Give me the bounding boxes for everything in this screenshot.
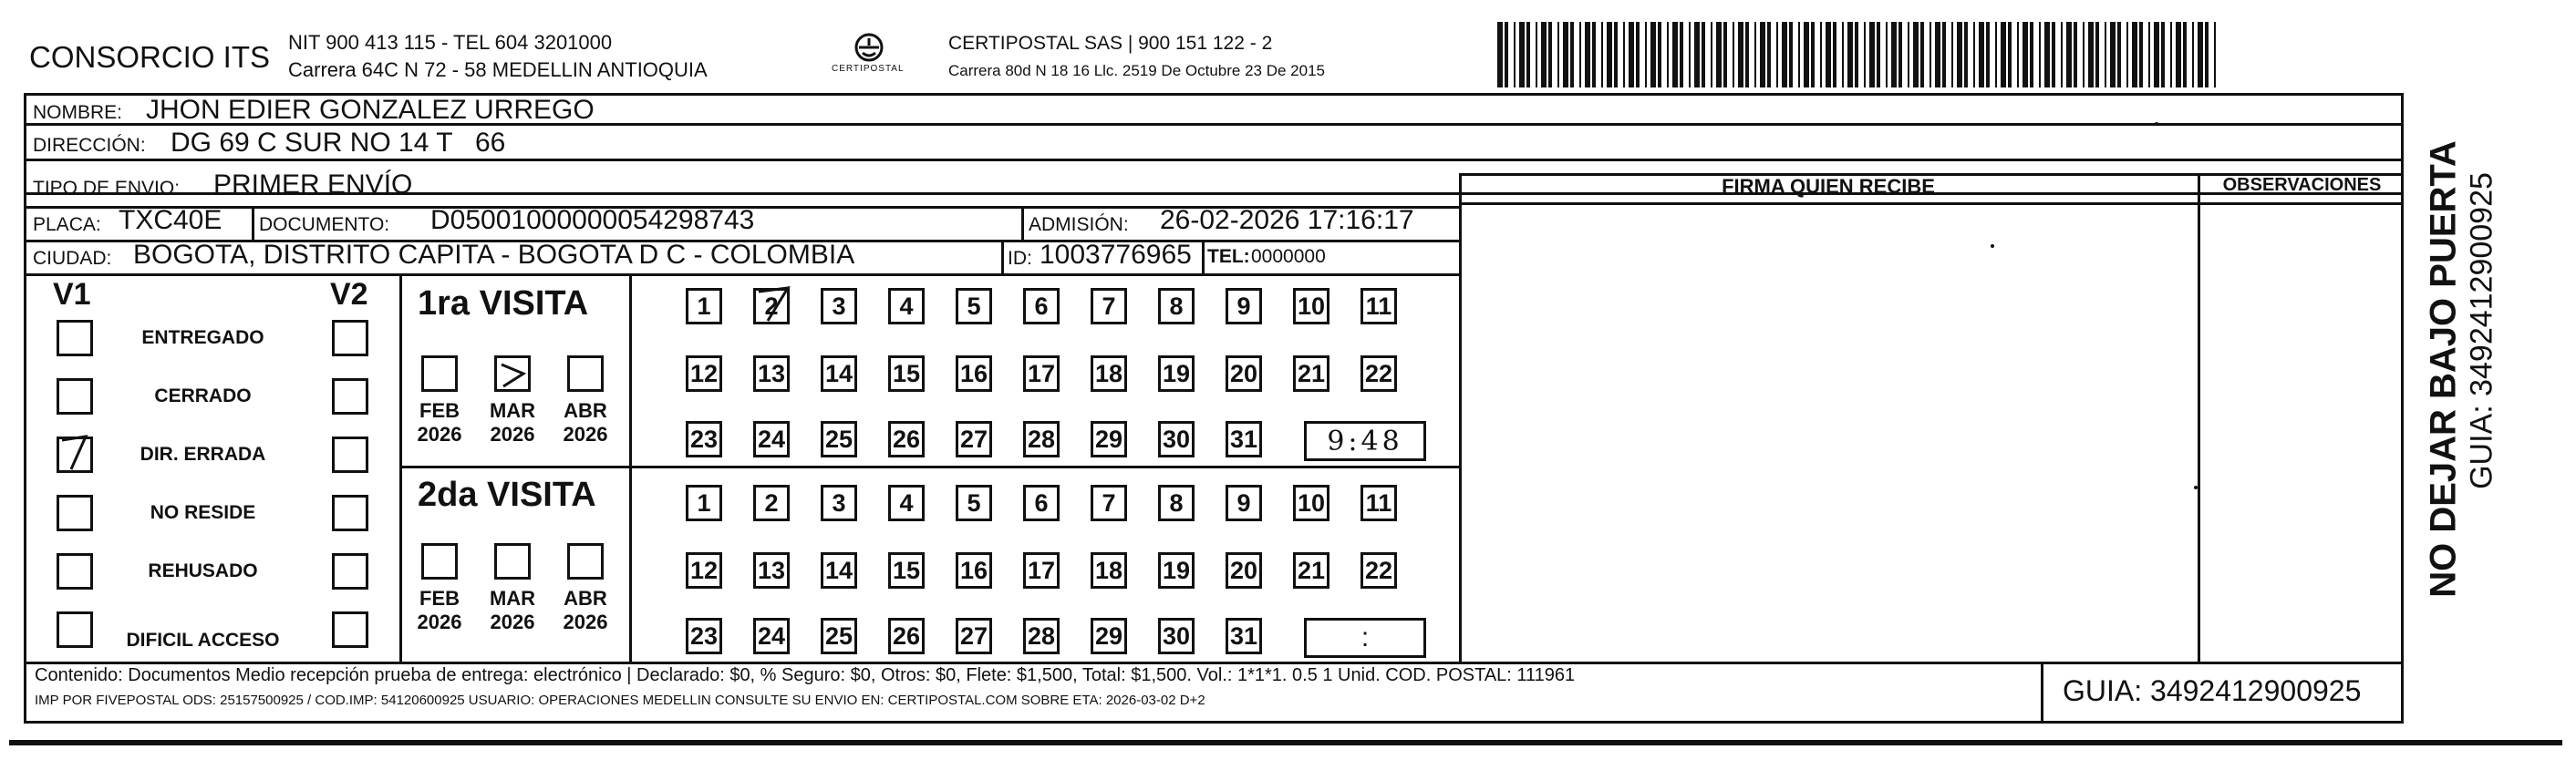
- barcode-bar: [1804, 22, 1809, 87]
- barcode-bar: [1680, 22, 1683, 87]
- day-box[interactable]: 9: [1226, 288, 1262, 324]
- day-box[interactable]: 18: [1091, 552, 1127, 589]
- month-checkbox[interactable]: [567, 355, 604, 392]
- barcode-bar: [1629, 22, 1634, 87]
- day-box[interactable]: 13: [753, 355, 790, 392]
- barcode-bar: [1497, 22, 1503, 87]
- barcode-bar: [2183, 22, 2187, 87]
- day-box[interactable]: 7: [1091, 485, 1127, 521]
- v2-checkbox[interactable]: [332, 320, 368, 356]
- day-box[interactable]: 2: [753, 485, 790, 521]
- day-box[interactable]: 14: [821, 355, 857, 392]
- day-box[interactable]: 29: [1091, 421, 1127, 457]
- side-guia: GUIA: 3492412900925: [2464, 172, 2499, 489]
- barcode-bar: [1733, 22, 1734, 87]
- v1-checkbox[interactable]: [57, 378, 93, 415]
- mark-dot: [1991, 244, 1994, 248]
- barcode-bar: [1689, 22, 1691, 87]
- mark-dot: [2194, 486, 2198, 489]
- month-label: FEB: [419, 587, 460, 610]
- barcode-bar: [1869, 22, 1875, 87]
- documento-value: D05001000000054298743: [430, 205, 755, 235]
- barcode-bar: [1842, 22, 1844, 87]
- day-strike-mark: [757, 284, 791, 324]
- barcode-bar: [1526, 22, 1530, 87]
- barcode-bar: [1986, 22, 1990, 87]
- footer-imp: IMP POR FIVEPOSTAL ODS: 25157500925 / COD.IMP: 54120600925 USUARIO: OPERACIONES MEDELLIN CONSULTE SU ENVIO EN: CERTIPOSTAL.COM SOBRE ETA: 2026-03-02 D+2: [35, 693, 1205, 708]
- month-checkbox[interactable]: [494, 543, 531, 580]
- day-box[interactable]: 16: [956, 552, 992, 589]
- ciudad-value: BOGOTA, DISTRITO CAPITA - BOGOTA D C - COLOMBIA: [133, 240, 855, 270]
- v1-checkbox[interactable]: [57, 553, 93, 590]
- day-box[interactable]: 21: [1293, 355, 1329, 392]
- barcode-bar: [2074, 22, 2077, 87]
- day-box[interactable]: 3: [821, 288, 857, 324]
- day-box[interactable]: 1: [686, 485, 722, 521]
- tipo-label: TIPO DE ENVIO:: [33, 178, 181, 199]
- nombre-value: JHON EDIER GONZALEZ URREGO: [146, 95, 595, 125]
- barcode-bar: [1536, 22, 1537, 87]
- barcode-bar: [1754, 22, 1756, 87]
- day-box[interactable]: 15: [888, 552, 925, 589]
- day-box[interactable]: 26: [888, 421, 925, 457]
- barcode-bar: [1776, 22, 1778, 87]
- day-box[interactable]: 17: [1023, 552, 1060, 589]
- barcode-bar: [2117, 22, 2121, 87]
- admision-label: ADMISIÓN:: [1029, 214, 1129, 235]
- barcode-bar: [1514, 22, 1516, 87]
- status-option-label: DIFICIL ACCESO: [126, 630, 280, 651]
- month-check-mark: [496, 357, 529, 390]
- tipo-value: PRIMER ENVÍO: [213, 169, 413, 200]
- id-label: ID:: [1008, 248, 1032, 269]
- barcode-bar: [1658, 22, 1661, 87]
- barcode-bar: [1798, 22, 1800, 87]
- barcode-bar: [2205, 22, 2209, 87]
- barcode-bar: [1519, 22, 1525, 87]
- day-box[interactable]: 13: [753, 552, 790, 589]
- first-visit-title: 1ra VISITA: [418, 284, 589, 323]
- v1-checkbox[interactable]: [57, 495, 93, 531]
- day-box[interactable]: 9: [1226, 485, 1262, 521]
- day-box[interactable]: 30: [1158, 618, 1195, 654]
- barcode-bar: [2088, 22, 2094, 87]
- day-box[interactable]: 22: [1360, 552, 1397, 589]
- documento-label: DOCUMENTO:: [259, 214, 390, 235]
- barcode-bar: [2095, 22, 2099, 87]
- barcode: [1497, 22, 2225, 87]
- barcode-bar: [1957, 22, 1962, 87]
- firma-header: FIRMA QUIEN RECIBE: [1722, 175, 1935, 198]
- day-box[interactable]: 10: [1293, 485, 1329, 521]
- status-option-label: CERRADO: [154, 385, 252, 406]
- placa-label: PLACA:: [33, 214, 101, 235]
- day-box[interactable]: 27: [956, 618, 992, 654]
- barcode-bar: [2161, 22, 2165, 87]
- day-box[interactable]: 19: [1158, 552, 1195, 589]
- barcode-bar: [1745, 22, 1749, 87]
- placa-value: TXC40E: [119, 205, 222, 235]
- barcode-bar: [1935, 22, 1940, 87]
- barcode-bar: [1601, 22, 1603, 87]
- barcode-bar: [1898, 22, 1902, 87]
- v2-checkbox[interactable]: [332, 611, 368, 648]
- barcode-bar: [2148, 22, 2150, 87]
- barcode-bar: [1964, 22, 1968, 87]
- year-label: 2026: [563, 611, 608, 633]
- barcode-bar: [2192, 22, 2194, 87]
- barcode-bar: [1541, 22, 1547, 87]
- barcode-bar: [1891, 22, 1897, 87]
- barcode-bar: [1607, 22, 1612, 87]
- day-box[interactable]: 23: [686, 618, 722, 654]
- month-label: MAR: [489, 399, 536, 422]
- barcode-bar: [2176, 22, 2181, 87]
- day-box[interactable]: 20: [1226, 355, 1262, 392]
- barcode-bar: [2198, 22, 2203, 87]
- v1-header: V1: [53, 277, 91, 312]
- barcode-bar: [1811, 22, 1815, 87]
- barcode-bar: [2023, 22, 2028, 87]
- footer-guia: GUIA: 3492412900925: [2063, 674, 2362, 707]
- barcode-bar: [2083, 22, 2085, 87]
- month-label: ABR: [564, 399, 607, 422]
- barcode-bar: [1886, 22, 1888, 87]
- barcode-bar: [1570, 22, 1574, 87]
- barcode-bar: [1592, 22, 1596, 87]
- observaciones-header: OBSERVACIONES: [2222, 175, 2382, 195]
- barcode-bar: [2214, 22, 2216, 87]
- ciudad-label: CIUDAD:: [33, 248, 112, 269]
- day-box[interactable]: 15: [888, 355, 925, 392]
- barcode-bar: [2105, 22, 2106, 87]
- day-box[interactable]: 31: [1226, 421, 1262, 457]
- day-box[interactable]: 30: [1158, 421, 1195, 457]
- barcode-bar: [2139, 22, 2143, 87]
- day-box[interactable]: 21: [1293, 552, 1329, 589]
- status-option-label: REHUSADO: [148, 560, 258, 581]
- barcode-bar: [1548, 22, 1552, 87]
- direccion-value: DG 69 C SUR NO 14 T 66: [171, 128, 506, 158]
- logo-text: CERTIPOSTAL: [832, 64, 905, 74]
- barcode-bar: [2017, 22, 2019, 87]
- barcode-bar: [1951, 22, 1953, 87]
- day-box[interactable]: 24: [753, 618, 790, 654]
- barcode-bar: [1833, 22, 1836, 87]
- barcode-bar: [2132, 22, 2137, 87]
- admision-value: 26-02-2026 17:16:17: [1160, 205, 1414, 235]
- day-box[interactable]: 31: [1226, 618, 1262, 654]
- barcode-bar: [1908, 22, 1909, 87]
- company-address: Carrera 64C N 72 - 58 MEDELLIN ANTIOQUIA: [288, 58, 708, 81]
- barcode-bar: [1995, 22, 1997, 87]
- day-box[interactable]: 26: [888, 618, 925, 654]
- tel-label: TEL:: [1207, 246, 1250, 267]
- barcode-bar: [1913, 22, 1919, 87]
- v1-check-mark: [58, 431, 95, 473]
- side-guia-panel: [2462, 108, 2503, 632]
- barcode-bar: [1789, 22, 1793, 87]
- barcode-bar: [1973, 22, 1975, 87]
- barcode-bar: [1826, 22, 1831, 87]
- day-box[interactable]: 25: [821, 421, 857, 457]
- day-box[interactable]: 6: [1023, 288, 1060, 324]
- day-box[interactable]: 12: [686, 552, 722, 589]
- day-box[interactable]: 19: [1158, 355, 1195, 392]
- year-label: 2026: [490, 611, 535, 633]
- barcode-bar: [2044, 22, 2050, 87]
- day-box[interactable]: 10: [1293, 288, 1329, 324]
- barcode-bar: [1650, 22, 1656, 87]
- day-box[interactable]: 14: [821, 552, 857, 589]
- year-label: 2026: [417, 423, 462, 446]
- v2-checkbox[interactable]: [332, 378, 368, 415]
- day-box[interactable]: 18: [1091, 355, 1127, 392]
- barcode-bar: [1979, 22, 1984, 87]
- barcode-bar: [2126, 22, 2128, 87]
- barcode-bar: [1672, 22, 1678, 87]
- barcode-bar: [1716, 22, 1722, 87]
- day-box[interactable]: 27: [956, 421, 992, 457]
- barcode-bar: [2110, 22, 2116, 87]
- barcode-bar: [1645, 22, 1647, 87]
- day-box[interactable]: 25: [821, 618, 857, 654]
- nombre-label: NOMBRE:: [33, 102, 123, 123]
- month-label: MAR: [489, 587, 536, 610]
- barcode-bar: [1667, 22, 1669, 87]
- day-box[interactable]: 1: [686, 288, 722, 324]
- day-box[interactable]: 24: [753, 421, 790, 457]
- day-box[interactable]: 23: [686, 421, 722, 457]
- day-box[interactable]: 4: [888, 288, 925, 324]
- barcode-bar: [2001, 22, 2006, 87]
- barcode-bar: [1711, 22, 1712, 87]
- barcode-bar: [2039, 22, 2041, 87]
- barcode-bar: [1942, 22, 1946, 87]
- tel-value: 0000000: [1251, 246, 1326, 267]
- barcode-bar: [1636, 22, 1640, 87]
- barcode-bar: [2052, 22, 2055, 87]
- barcode-bar: [1702, 22, 1705, 87]
- certipostal-nit: CERTIPOSTAL SAS | 900 151 122 - 2: [948, 33, 1273, 54]
- month-checkbox[interactable]: [421, 543, 458, 580]
- day-box[interactable]: 16: [956, 355, 992, 392]
- month-label: ABR: [564, 587, 607, 610]
- barcode-bar: [1760, 22, 1765, 87]
- day-box[interactable]: 4: [888, 485, 925, 521]
- side-warning: NO DEJAR BAJO PUERTA: [2423, 140, 2464, 598]
- barcode-bar: [1820, 22, 1822, 87]
- day-box[interactable]: 3: [821, 485, 857, 521]
- day-box[interactable]: 8: [1158, 288, 1195, 324]
- year-label: 2026: [417, 611, 462, 633]
- day-box[interactable]: 6: [1023, 485, 1060, 521]
- barcode-bar: [1920, 22, 1924, 87]
- time-box[interactable]: :: [1304, 618, 1426, 658]
- v2-checkbox[interactable]: [332, 436, 368, 473]
- barcode-bar: [1723, 22, 1727, 87]
- certipostal-address: Carrera 80d N 18 16 Llc. 2519 De Octubre 23 De 2015: [948, 62, 1325, 79]
- barcode-bar: [2170, 22, 2172, 87]
- time-box[interactable]: 9:48: [1304, 421, 1426, 461]
- barcode-bar: [1738, 22, 1743, 87]
- v2-checkbox[interactable]: [332, 553, 368, 590]
- month-checkbox[interactable]: [421, 355, 458, 392]
- day-box[interactable]: 7: [1091, 288, 1127, 324]
- v1-checkbox[interactable]: [57, 320, 93, 356]
- day-box[interactable]: 28: [1023, 618, 1060, 654]
- barcode-bar: [1557, 22, 1559, 87]
- barcode-bar: [2154, 22, 2159, 87]
- barcode-bar: [2030, 22, 2033, 87]
- id-value: 1003776965: [1040, 240, 1192, 270]
- v2-header: V2: [330, 277, 368, 312]
- month-label: FEB: [419, 399, 460, 422]
- status-option-label: DIR. ERRADA: [140, 444, 266, 465]
- day-box[interactable]: 11: [1360, 485, 1397, 521]
- barcode-bar: [1767, 22, 1771, 87]
- day-box[interactable]: 5: [956, 485, 992, 521]
- day-box[interactable]: 11: [1360, 288, 1397, 324]
- day-box[interactable]: 28: [1023, 421, 1060, 457]
- barcode-bar: [1694, 22, 1700, 87]
- day-box[interactable]: 20: [1226, 552, 1262, 589]
- year-label: 2026: [563, 423, 608, 446]
- barcode-bar: [1623, 22, 1625, 87]
- barcode-bar: [1877, 22, 1880, 87]
- day-box[interactable]: 2: [753, 288, 790, 324]
- barcode-bar: [1782, 22, 1787, 87]
- barcode-bar: [1563, 22, 1568, 87]
- barcode-bar: [1929, 22, 1931, 87]
- second-visit-title: 2da VISITA: [418, 476, 596, 514]
- company-nit: NIT 900 413 115 - TEL 604 3201000: [288, 31, 613, 54]
- barcode-bar: [1585, 22, 1590, 87]
- barcode-bar: [1864, 22, 1866, 87]
- month-checkbox[interactable]: [567, 543, 604, 580]
- v1-checkbox[interactable]: [57, 611, 93, 648]
- day-box[interactable]: 22: [1360, 355, 1397, 392]
- certipostal-logo-icon: [837, 29, 901, 87]
- barcode-bar: [1579, 22, 1581, 87]
- day-box[interactable]: 12: [686, 355, 722, 392]
- status-option-label: ENTREGADO: [141, 327, 264, 348]
- direccion-label: DIRECCIÓN:: [33, 135, 146, 156]
- day-box[interactable]: 29: [1091, 618, 1127, 654]
- mark-dot: [2155, 122, 2158, 126]
- barcode-bar: [2066, 22, 2072, 87]
- barcode-bar: [1505, 22, 1508, 87]
- v2-checkbox[interactable]: [332, 495, 368, 531]
- barcode-bar: [2061, 22, 2063, 87]
- footer-contenido: Contenido: Documentos Medio recepción prueba de entrega: electrónico | Declarado: $0, % Seguro: $0, Otros: $0, Flete: $1,500, Total: $1,500. Vol.: 1*1*1. 0.5 1 Unid. COD. POSTAL: 111961: [35, 665, 1576, 685]
- year-label: 2026: [490, 423, 535, 446]
- status-option-label: NO RESIDE: [150, 502, 256, 523]
- day-box[interactable]: 17: [1023, 355, 1060, 392]
- barcode-bar: [1855, 22, 1858, 87]
- barcode-bar: [2008, 22, 2012, 87]
- day-box[interactable]: 5: [956, 288, 992, 324]
- day-box[interactable]: 8: [1158, 485, 1195, 521]
- barcode-bar: [1847, 22, 1853, 87]
- company-name: CONSORCIO ITS: [29, 40, 271, 74]
- barcode-bar: [1614, 22, 1618, 87]
